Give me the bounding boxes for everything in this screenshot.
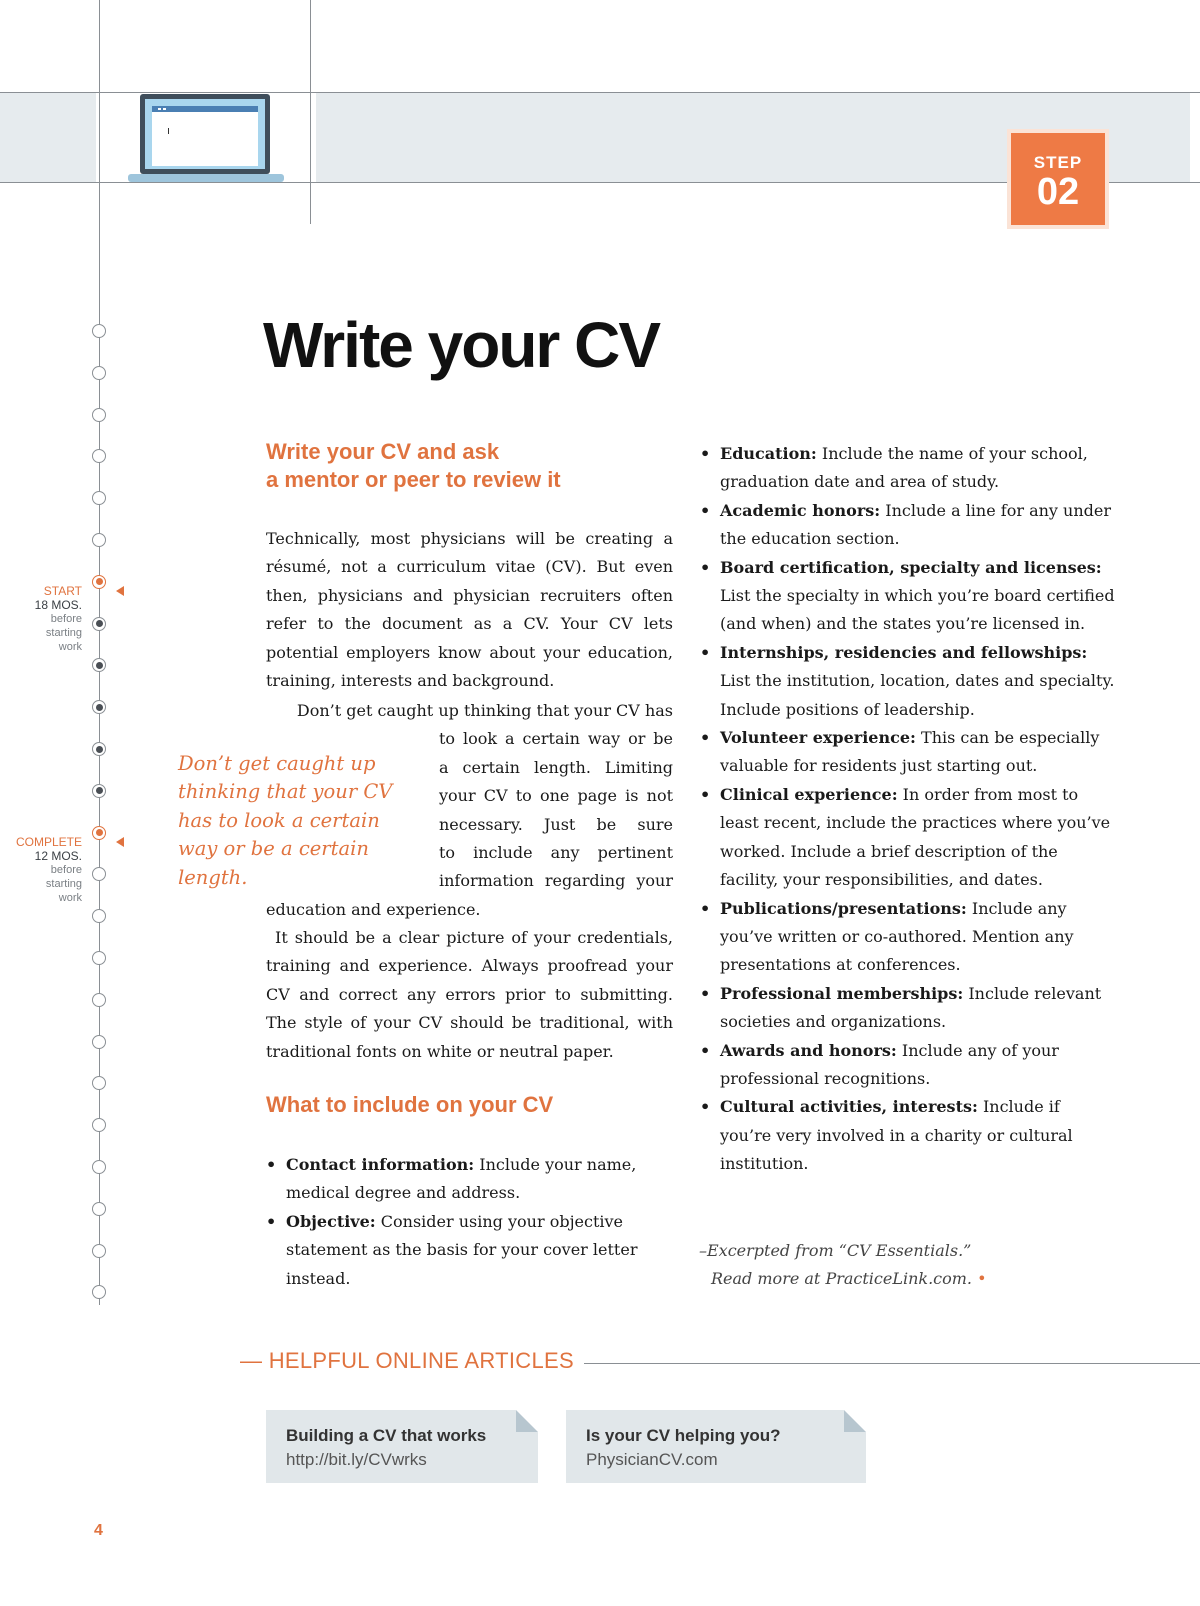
timeline-dot — [92, 867, 106, 881]
header-band-left — [0, 92, 96, 182]
wrapped-paragraph: Don’t get caught up thinking that your CV has to look a certain way or be a certain length. Limiting your CV to one page is not necessary. Just be sure to include any pertinent information regarding your education and experience. — [266, 701, 673, 919]
section-heading-write-cv: Write your CV and ask a mentor or peer to review it — [266, 439, 561, 492]
timeline-dot — [92, 1076, 106, 1090]
page-title: Write your CV — [263, 309, 659, 381]
timeline-dot — [92, 1160, 106, 1174]
page-number: 4 — [94, 1522, 103, 1539]
article-link[interactable]: http://bit.ly/CVwrks — [286, 1450, 427, 1469]
step-badge — [1011, 133, 1105, 225]
list-item: • Academic honors: Include a line for any under the education section. — [700, 497, 1115, 554]
list-item: • Objective: Consider using your objective statement as the basis for your cover letter instead. — [266, 1208, 646, 1293]
list-item: • Board certification, specialty and licenses: List the specialty in which you’re board certified (and when) and the states you’re licensed in. — [700, 554, 1115, 639]
timeline-dot — [92, 324, 106, 338]
pull-quote: Don’t get caught up thinking that your CV has to look a certain way or be a certain length. — [178, 752, 393, 889]
timeline-dot — [92, 658, 106, 672]
timeline-dot — [92, 1285, 106, 1299]
article-card-1[interactable] — [266, 1410, 538, 1483]
timeline-dot — [92, 1244, 106, 1258]
timeline-dot — [92, 1118, 106, 1132]
timeline-dot — [92, 533, 106, 547]
timeline-dot — [92, 951, 106, 965]
laptop-icon — [128, 94, 284, 184]
timeline-dot — [92, 784, 106, 798]
timeline-complete-label: COMPLETE 12 MOS. before starting work — [15, 835, 82, 904]
article-card-2[interactable] — [566, 1410, 866, 1483]
list-item: • Education: Include the name of your school, graduation date and area of study. — [700, 440, 1115, 497]
timeline-dot — [92, 617, 106, 631]
helpful-heading: — HELPFUL ONLINE ARTICLES — [240, 1348, 584, 1374]
list-item: • Volunteer experience: This can be especially valuable for residents just starting out. — [700, 724, 1115, 781]
style-paragraph: It should be a clear picture of your credentials, training and experience. Always proofread your CV and correct any errors prior to submitting. The style of your CV should be traditional, with traditional fonts on white or neutral paper. — [266, 928, 673, 1061]
timeline-dot — [92, 449, 106, 463]
timeline-start-label: START 18 MOS. before starting work — [34, 584, 82, 653]
list-item: • Professional memberships: Include relevant societies and organizations. — [700, 980, 1115, 1037]
header-divider — [310, 0, 311, 224]
list-item: • Cultural activities, interests: Include if you’re very involved in a charity or cultural institution. — [700, 1093, 1115, 1178]
header-rule-top — [0, 92, 1200, 93]
end-mark: • — [977, 1269, 987, 1289]
timeline-dot — [92, 909, 106, 923]
step-number: 02 — [1036, 171, 1080, 213]
article-link[interactable]: PhysicianCV.com — [586, 1450, 718, 1469]
timeline-line — [99, 0, 100, 1305]
list-item: • Contact information: Include your name, medical degree and address. — [266, 1151, 646, 1208]
timeline-dot — [92, 575, 106, 589]
helpful-rule — [560, 1363, 1200, 1364]
source-credit: –Excerpted from “CV Essentials.” Read more at PracticeLink.com. • — [699, 1241, 987, 1289]
intro-paragraph: Technically, most physicians will be creating a résumé, not a curriculum vitae (CV). But even then, physicians and physician recruiters often refer to the document as a CV. Your CV lets potential employers know about your education, training, interests and background. — [266, 529, 673, 691]
include-list-left — [266, 1151, 646, 1293]
complete-marker-icon — [116, 837, 124, 847]
page-fold-icon — [516, 1410, 538, 1432]
start-marker-icon — [116, 586, 124, 596]
timeline-dot — [92, 1202, 106, 1216]
timeline-dot — [92, 826, 106, 840]
list-item: • Clinical experience: In order from most to least recent, include the practices where you’ve worked. Include a brief description of the facility, your responsibilities, and dates. — [700, 781, 1115, 895]
section-heading-include: What to include on your CV — [266, 1092, 554, 1117]
step-label: STEP — [1033, 153, 1083, 172]
timeline-dot — [92, 366, 106, 380]
list-item: • Publications/presentations: Include any you’ve written or co-authored. Mention any presentations at conferences. — [700, 895, 1115, 980]
list-item: • Internships, residencies and fellowships: List the institution, location, dates and specialty. Include positions of leadership. — [700, 639, 1115, 724]
timeline-dot — [92, 408, 106, 422]
list-item: • Awards and honors: Include any of your professional recognitions. — [700, 1037, 1115, 1094]
timeline-dot — [92, 993, 106, 1007]
timeline-dot — [92, 700, 106, 714]
page-fold-icon — [844, 1410, 866, 1432]
article-title: Is your CV helping you? — [586, 1426, 781, 1445]
timeline-dot — [92, 491, 106, 505]
include-list-right — [700, 440, 1115, 1179]
timeline-dot — [92, 742, 106, 756]
timeline-dot — [92, 1035, 106, 1049]
article-title: Building a CV that works — [286, 1426, 487, 1445]
